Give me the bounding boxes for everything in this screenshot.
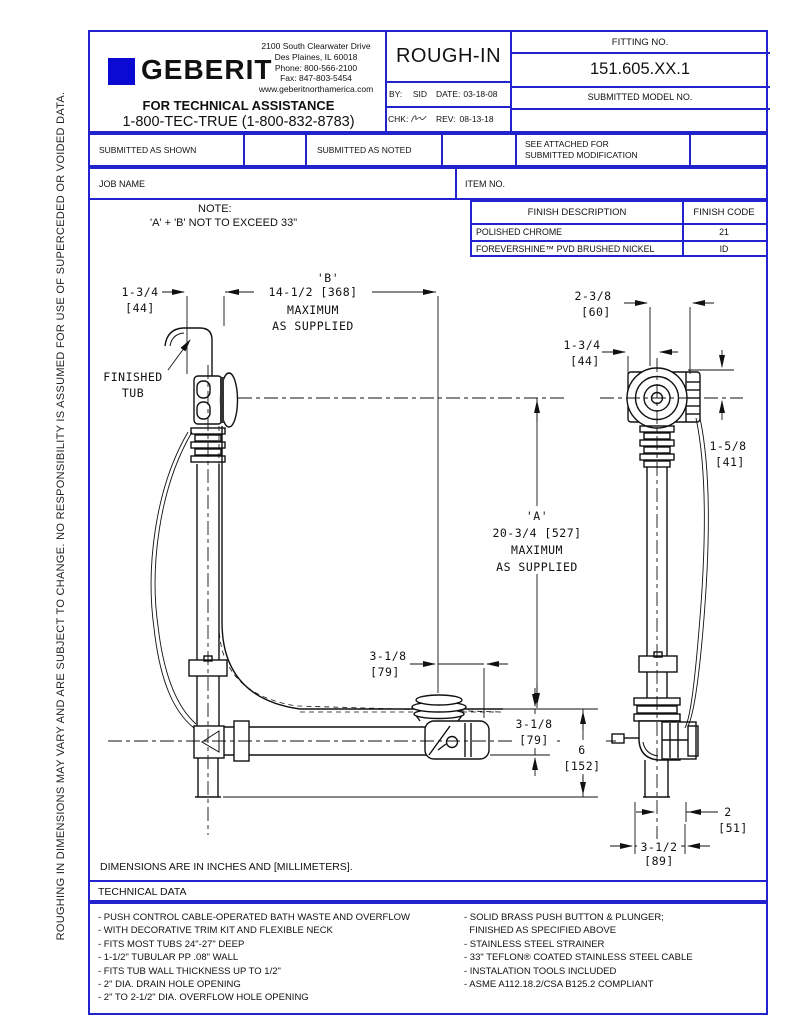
dim-side-width-in: 3-1/2 (640, 840, 678, 854)
control-cable (151, 432, 196, 728)
rough-in-drawing (88, 250, 768, 866)
technical-data-item: - 33" TEFLON® COATED STAINLESS STEEL CABLE (464, 952, 693, 964)
chk-label: CHK: (388, 113, 409, 124)
fitting-no-label: FITTING NO. (611, 36, 669, 48)
finish-description: FOREVERSHINE™ PVD BRUSHED NICKEL (476, 244, 655, 254)
finished-tub-label-1: FINISHED (103, 370, 163, 384)
technical-data-item: FINISHED AS SPECIFIED ABOVE (464, 925, 617, 937)
technical-data-item: - INSTALATION TOOLS INCLUDED (464, 965, 617, 977)
chk-cell (385, 106, 431, 131)
dim-b-supplied: AS SUPPLIED (272, 319, 354, 333)
side-cable (685, 418, 708, 728)
dim-head-width-in: 2-3/8 (574, 289, 612, 303)
dim-head-offset-in: 1-3/4 (563, 338, 601, 352)
date-cell (433, 81, 512, 106)
dim-outlet-offset-mm: [51] (718, 821, 748, 835)
see-attached-checkbox-cell (689, 135, 766, 165)
note-heading: NOTE: (198, 203, 232, 215)
date-label: DATE: (436, 88, 461, 99)
address-line: Phone: 800-566-2100 (274, 62, 358, 73)
strainer-dome (412, 695, 466, 721)
see-attached-line2: SUBMITTED MODIFICATION (525, 150, 638, 160)
geberit-logo-icon (108, 58, 135, 85)
dim-drain-offset-mm: [79] (370, 665, 400, 679)
geberit-logo-text: GEBERIT (141, 54, 273, 85)
fitting-no-value-cell (510, 52, 770, 86)
dim-overall-depth-mm: [152] (563, 759, 601, 773)
dim-floor-depth-mm: [79] (519, 733, 549, 747)
finished-tub-label-2: TUB (121, 386, 145, 400)
dim-b-value: 14-1/2 [368] (268, 285, 358, 299)
chk-signature (410, 111, 428, 127)
finish-code-header: FINISH CODE (693, 207, 755, 218)
finish-code: ID (719, 243, 729, 254)
rev-cell (433, 106, 512, 131)
by-cell (385, 81, 431, 106)
by-label: BY: (389, 88, 403, 99)
note-block (150, 203, 370, 229)
submitted-as-shown-label: SUBMITTED AS SHOWN (99, 145, 197, 155)
dim-drain-offset-in: 3-1/8 (369, 649, 407, 663)
technical-data-item: - ASME A112.18.2/CSA B125.2 COMPLIANT (464, 979, 654, 991)
assistance-phone: 1-800-TEC-TRUE (1-800-832-8783) (122, 114, 355, 130)
technical-data-header (88, 880, 768, 902)
dim-left-offset-mm: [44] (125, 301, 155, 315)
submission-row (88, 133, 768, 167)
dimensions-note: DIMENSIONS ARE IN INCHES AND [MILLIMETERS]. (100, 861, 353, 873)
technical-data-item: - FITS MOST TUBS 24"-27" DEEP (98, 938, 245, 950)
finish-code: 21 (719, 226, 729, 237)
dim-b-max: MAXIMUM (287, 303, 339, 317)
dim-a-supplied: AS SUPPLIED (496, 560, 578, 574)
address-line: Fax: 847-803-5454 (280, 73, 352, 84)
technical-data-item: - PUSH CONTROL CABLE-OPERATED BATH WASTE AND OVERFLOW (98, 912, 410, 923)
dim-left-offset-in: 1-3/4 (121, 285, 159, 299)
rev-label: REV: (436, 113, 456, 124)
technical-data-left-column (98, 911, 454, 1005)
submitted-as-noted-checkbox-cell (441, 135, 515, 165)
dim-head-height-in: 1-5/8 (709, 439, 747, 453)
note-body: 'A' + 'B' NOT TO EXCEED 33" (150, 217, 298, 229)
company-cell (90, 32, 387, 131)
job-name-label: JOB NAME (99, 179, 146, 189)
technical-data-title: TECHNICAL DATA (98, 886, 187, 898)
technical-data-item: - FITS TUB WALL THICKNESS UP TO 1/2" (98, 965, 281, 977)
dim-side-width-mm: [89] (644, 854, 674, 866)
company-address (250, 41, 382, 95)
submitted-as-noted-label: SUBMITTED AS NOTED (317, 145, 412, 155)
dim-outlet-offset-in: 2 (724, 805, 732, 819)
technical-data-box (88, 902, 768, 1015)
dim-b-letter: 'B' (316, 271, 340, 285)
address-line: Des Plaines, IL 60018 (274, 51, 358, 62)
technical-data-item: - 2" TO 2-1/2" DIA. OVERFLOW HOLE OPENING (98, 992, 309, 1004)
finish-row (476, 225, 678, 240)
address-line: 2100 South Clearwater Drive (261, 41, 371, 51)
technical-data-item: - SOLID BRASS PUSH BUTTON & PLUNGER; (464, 912, 664, 923)
submitted-model-value-cell (510, 108, 770, 131)
by-value: SID (412, 88, 427, 99)
dim-a-letter: 'A' (525, 509, 549, 523)
fitting-no-value: 151.605.XX.1 (590, 59, 690, 78)
dim-a-max: MAXIMUM (511, 543, 563, 557)
dim-overall-depth-in: 6 (578, 743, 586, 757)
dim-head-width-mm: [60] (581, 305, 611, 319)
technical-data-item: - WITH DECORATIVE TRIM KIT AND FLEXIBLE NECK (98, 925, 333, 937)
dim-head-height-mm: [41] (715, 455, 745, 469)
technical-data-right-column (464, 911, 764, 991)
sheet-title: ROUGH-IN (395, 45, 502, 67)
dim-head-offset-mm: [44] (570, 354, 600, 368)
dim-a-value: 20-3/4 [527] (492, 526, 582, 540)
tub-lip (165, 328, 212, 376)
see-attached-label (525, 139, 638, 161)
assistance-heading: FOR TECHNICAL ASSISTANCE (142, 98, 335, 113)
date-value: 03-18-08 (463, 88, 498, 99)
dim-floor-depth-in: 3-1/8 (515, 717, 553, 731)
fitting-no-label-cell (510, 32, 770, 52)
side-disclaimer: ROUGHING IN DIMENSIONS MAY VARY AND ARE SUBJECT TO CHANGE. NO RESPONSIBILITY IS ASSUMED FOR USE OF SUPERCEDED OR VOIDED DATA. (55, 91, 67, 941)
finish-table (470, 200, 768, 257)
address-line: www.geberitnorthamerica.com (258, 84, 374, 95)
submitted-model-label: SUBMITTED MODEL NO. (587, 92, 693, 102)
job-row (88, 167, 768, 200)
finish-description: POLISHED CHROME (476, 227, 563, 237)
sheet-title-cell (385, 32, 512, 81)
title-block (88, 30, 768, 133)
technical-data-item: - STAINLESS STEEL STRAINER (464, 938, 605, 950)
rev-value: 08-13-18 (459, 113, 494, 124)
finish-description-header: FINISH DESCRIPTION (527, 207, 627, 218)
technical-data-item: - 1-1/2" TUBULAR PP .08" WALL (98, 952, 239, 964)
see-attached-line1: SEE ATTACHED FOR (525, 139, 609, 149)
submitted-model-label-cell (510, 86, 770, 108)
technical-data-item: - 2" DIA. DRAIN HOLE OPENING (98, 979, 241, 991)
item-no-label: ITEM NO. (465, 179, 505, 189)
submitted-as-shown-checkbox-cell (243, 135, 305, 165)
tub-wall-floor (222, 426, 503, 709)
